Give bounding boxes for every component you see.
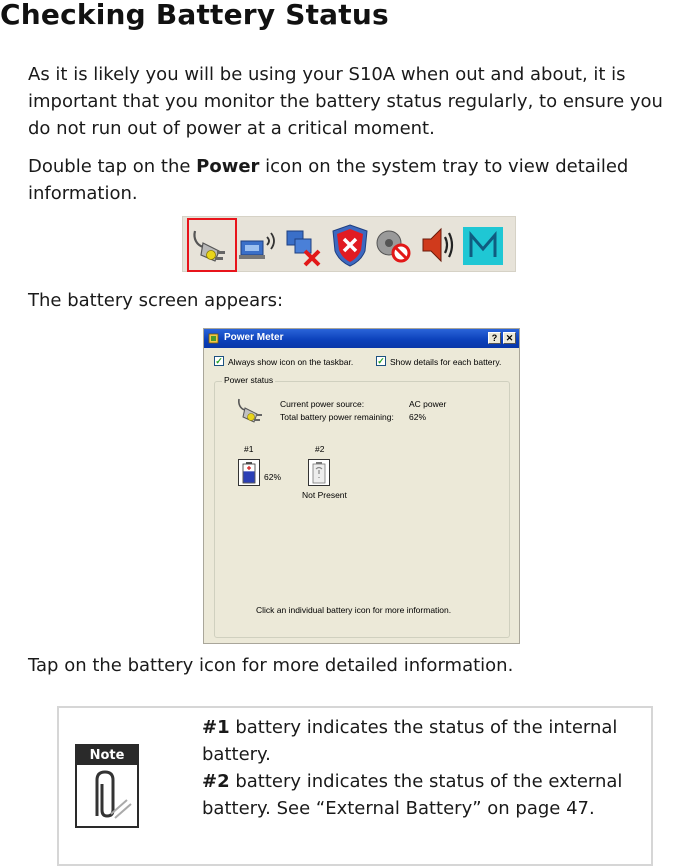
- battery-remaining-value: 62%: [409, 412, 427, 422]
- battery-2-icon[interactable]: [308, 459, 330, 486]
- battery-1-percent: 62%: [264, 472, 282, 482]
- power-icon-highlight: [187, 218, 237, 272]
- note-box: [57, 706, 653, 866]
- battery-screen-caption: The battery screen appears:: [28, 290, 284, 311]
- always-show-icon-checkbox[interactable]: ✓: [215, 356, 223, 366]
- wireless-network-icon[interactable]: [237, 221, 283, 269]
- power-source-label: Current power source:: [280, 399, 365, 409]
- power-meter-app-icon: [208, 332, 221, 345]
- help-button[interactable]: ?: [488, 332, 501, 344]
- media-blocked-icon[interactable]: [371, 221, 417, 269]
- system-tray-image: [182, 216, 516, 272]
- power-keyword: Power: [196, 156, 260, 177]
- paperclip-note-icon: [75, 744, 139, 828]
- note-battery-2-tag: #2: [202, 771, 230, 792]
- ac-power-plug-icon: [236, 395, 270, 425]
- show-details-checkbox[interactable]: ✓: [377, 356, 385, 366]
- show-details-label: Show details for each battery.: [390, 357, 502, 367]
- instruction-text-end: icon on the system tray to view detailed information.: [28, 156, 629, 204]
- intro-paragraph: As it is likely you will be using your S10A when out and about, it is important that you monitor the battery status regularly, to ensure you do not run out of power at a critical moment.: [28, 64, 663, 139]
- dialog-hint: Click an individual battery icon for more information.: [256, 605, 452, 615]
- detail-instruction: Tap on the battery icon for more detailed information.: [28, 655, 514, 676]
- power-status-label: Power status: [224, 375, 274, 385]
- window-titlebar[interactable]: [204, 329, 519, 348]
- note-badge-label: Note: [89, 748, 125, 763]
- battery-2-label: #2: [315, 444, 325, 454]
- instruction-paragraph: [28, 153, 684, 207]
- page-title: Checking Battery Status: [0, 0, 389, 31]
- note-text: [202, 714, 632, 822]
- security-shield-icon[interactable]: [327, 221, 373, 269]
- network-disconnected-icon[interactable]: [281, 221, 327, 269]
- battery-1-icon[interactable]: [238, 459, 260, 486]
- note-line-1: battery indicates the status of the internal battery.: [202, 717, 618, 765]
- battery-1-label: #1: [244, 444, 254, 454]
- m-app-icon[interactable]: [461, 221, 507, 269]
- power-meter-window: [203, 328, 520, 644]
- power-source-value: AC power: [409, 399, 447, 409]
- battery-remaining-label: Total battery power remaining:: [280, 412, 394, 422]
- note-battery-1-tag: #1: [202, 717, 230, 738]
- close-button[interactable]: ✕: [503, 332, 516, 344]
- instruction-text-start: Double tap on the: [28, 156, 197, 177]
- volume-icon[interactable]: [417, 221, 463, 269]
- window-title: Power Meter: [224, 332, 284, 343]
- always-show-icon-label: Always show icon on the taskbar.: [228, 357, 354, 367]
- note-line-2: battery indicates the status of the external battery. See “External Battery” on page 47.: [202, 771, 623, 819]
- battery-2-status: Not Present: [302, 490, 347, 500]
